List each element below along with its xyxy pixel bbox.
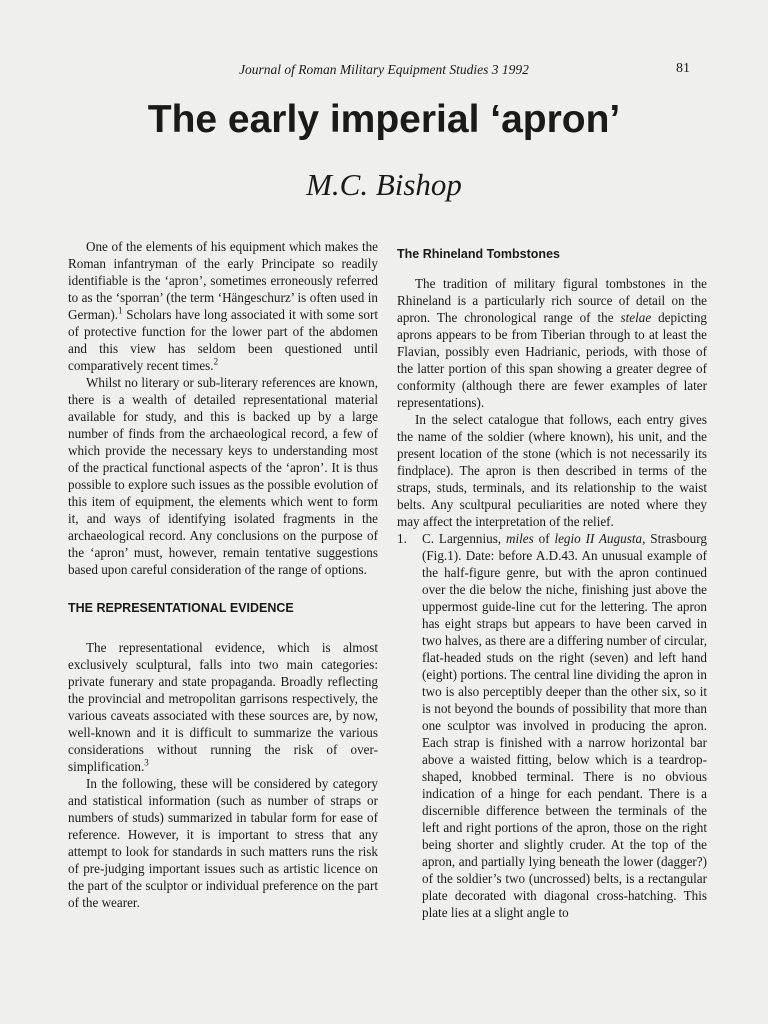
rhineland-paragraph-1-text-a: The tradition of military figural tombstones in the Rhineland is a particularly rich source of detail on the apron. The chronological range of the <box>397 276 707 325</box>
representational-paragraph-1-text: The representational evidence, which is almost exclusively sculptural, falls into two main categories: private funerary and state propaganda. Broadly reflecting the provincial and metropolitan garrisons respectively, the various caveats associated with these sources are, by now, well-known and it is difficult to summarize the various considerations without running the risk of over-simplification. <box>68 640 378 774</box>
footnote-ref-2[interactable]: 2 <box>213 356 219 367</box>
rhineland-paragraph-1-text-b: depicting aprons appears to be from Tiberian through to at least the Flavian, possibly even Hadrianic, periods, with those of the latter portion of this span showing a greater degree of conformity (although there are fewer examples of later representations). <box>397 310 707 410</box>
section-heading-rhineland-tombstones: The Rhineland Tombstones <box>397 247 560 261</box>
emphasis-stelae: stelae <box>620 310 652 325</box>
intro-paragraph-1 <box>68 238 378 374</box>
intro-paragraph-1-text-a: One of the elements of his equipment which makes the Roman infantryman of the early Principate so readily identifiable is the ‘apron’, sometimes erroneously referred to as the ‘sporran’ (the term ‘Hängeschurz’ is often used in German). <box>68 239 378 322</box>
page-number: 81 <box>676 61 690 76</box>
running-head: Journal of Roman Military Equipment Studies 3 1992 <box>239 62 529 77</box>
intro-paragraph-1-text-b: Scholars have long associated it with some sort of protective function for the lower part of the abdomen and this view has seldom been questioned until comparatively recent times. <box>68 307 378 373</box>
intro-paragraph-2: Whilst no literary or sub-literary references are known, there is a wealth of detailed representational material available for study, and this is backed up by a large number of finds from the archaeological record, a few of which provide the necessary keys to understanding most of the practical functional aspects of the ‘apron’. It is thus possible to explore such issues as the possible evolution of this item of equipment, the elements which went to form it, and ways of identifying isolated fragments in the archaeological record. Any conclusions on the purpose of the ‘apron’ must, however, remain tentative suggestions based upon careful consideration of the range of options. <box>68 375 378 577</box>
catalogue-item-1 <box>397 530 707 921</box>
left-column <box>68 238 378 911</box>
catalogue-item-description: , Strasbourg (Fig.1). Date: before A.D.43. An unusual example of the half-figure genre, but with the apron continued over the die below the niche, finishing just above the uppermost guide-line cut for the lettering. The apron has eight straps but appears to have been carved in two halves, as there are a differing number of circular, flat-headed studs on the right (seven) and left hand (eight) portions. The central line dividing the apron in two is also perceptibly deeper than the other six, so it is not beyond the bounds of possibility that more than one sculptor was involved in producing the apron. Each strap is finished with a narrow horizontal bar above a waisted fitting, below which is a teardrop-shaped, knobbed terminal. There is no obvious indication of a hinge for each pendant. There is a discernible difference between the terminals of the left and right portions of the apron, those on the right being shorter and slightly cruder. At the top of the apron, and partially lying beneath the lower (dagger?) of the soldier’s two (uncrossed) belts, is a rectangular plate decorated with diagonal cross-hatching. This plate lies at a slight angle to <box>422 531 707 920</box>
catalogue-item-soldier-name: C. Largennius, <box>422 531 506 546</box>
right-column <box>397 238 707 921</box>
emphasis-miles: miles <box>505 531 534 546</box>
rhineland-paragraph-1 <box>397 275 707 411</box>
catalogue-item-body <box>422 530 707 921</box>
footnote-ref-3[interactable]: 3 <box>144 757 149 768</box>
representational-paragraph-1 <box>68 639 378 775</box>
footnote-ref-1[interactable]: 1 <box>117 305 123 316</box>
catalogue-item-of: of <box>533 531 555 546</box>
catalogue-item-number: 1. <box>397 531 407 546</box>
rhineland-paragraph-2: In the select catalogue that follows, each entry gives the name of the soldier (where known), his unit, and the present location of the stone (which is not necessarily its findplace). The apron is then described in terms of the straps, studs, terminals, and its relationship to the waist belts. Any scultpural peculiarities are noted where they may affect the interpretation of the relief. <box>397 412 707 529</box>
emphasis-legio: legio II Augusta <box>554 531 643 546</box>
author-name: M.C. Bishop <box>306 167 462 202</box>
section-heading-representational-evidence: THE REPRESENTATIONAL EVIDENCE <box>68 601 294 615</box>
representational-paragraph-2: In the following, these will be considered by category and statistical information (such as number of straps or numbers of studs) summarized in tabular form for ease of reference. However, it is important to stress that any attempt to look for standards in such matters runs the risk of pre-judging important issues such as artistic licence on the part of the sculptor or individual preference on the part of the wearer. <box>68 776 378 910</box>
article-title: The early imperial ‘apron’ <box>147 98 621 141</box>
